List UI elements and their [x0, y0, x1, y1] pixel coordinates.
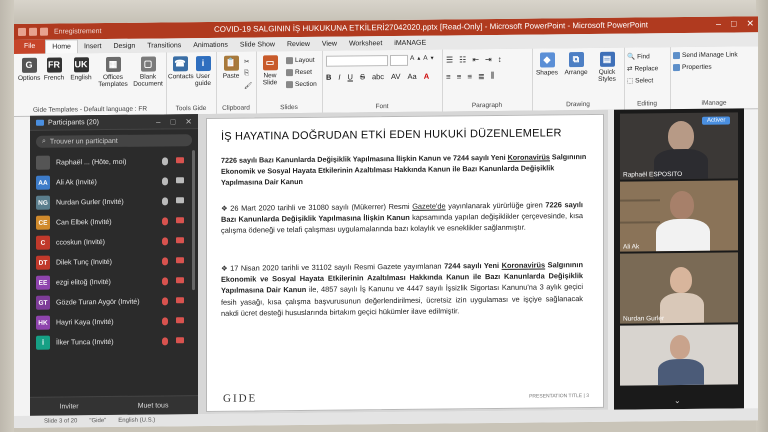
gide-group-label: Gide Templates - Default language : FR [32, 105, 148, 114]
reset-icon [286, 69, 293, 76]
slide-editing-area [198, 110, 614, 414]
tools-group-label: Tools Gide [175, 104, 207, 113]
replace-button[interactable]: ⇄ Replace [627, 64, 659, 73]
participant-row[interactable] [30, 191, 198, 213]
panel-restore-button[interactable]: □ [170, 116, 176, 126]
paragraph-group [442, 49, 533, 112]
french-button[interactable]: FR French [42, 57, 66, 81]
templates-icon: ▦ [106, 57, 121, 72]
clipboard-group-label: Clipboard [222, 104, 250, 112]
replace-icon: ⇄ [627, 65, 633, 73]
participant-row[interactable] [30, 211, 198, 233]
video-tile-4[interactable] [620, 324, 738, 385]
underline-button[interactable]: U [347, 72, 353, 82]
bullet-paragraph-2[interactable]: ❖ 17 Nisan 2020 tarihli ve 31102 sayılı Resmi Gazete yayımlanan 7244 sayılı Yeni Koronavirüs Salgınının Ekonomik ve Sosyal Hayata Etkilerinin Azaltılması Hakkında Kanun ile Bazı Kanunlarda Değişiklik Yapılmasına Dair Kanun ile, 4857 sayılı İş Kanunu ve 4447 sayılı İşsizlik Sigortası Kanunu'na 3 aylık geçici fesih yasağı, kısa çalışma başvurusunun değerlendirilmesi, ücretsiz izin uygulaması ve işçiye sağlanacak nakdi ücret desteği hususlarında birtakım geçici hükümler ilave edilmiştir. [221, 260, 584, 318]
mic-icon[interactable] [162, 157, 168, 165]
send-imanage-link-button[interactable]: Send iManage Link [673, 51, 738, 59]
layout-button[interactable]: Layout [286, 57, 315, 64]
avatar: İ [36, 336, 50, 350]
drawing-group [532, 48, 625, 111]
mic-muted-icon[interactable] [162, 257, 168, 265]
panel-close-button[interactable]: ✕ [185, 116, 192, 126]
video-off-icon[interactable] [176, 337, 184, 343]
window-title: COVID-19 SALGININ İŞ HUKUKUNA ETKİLERİ27042020.pptx [Read-Only] - Microsoft PowerPoint - Microsoft PowerPoint [214, 20, 648, 34]
font-color-icon[interactable]: A [423, 71, 430, 81]
slide-title[interactable]: İŞ HAYATINA DOĞRUDAN ETKİ EDEN HUKUKİ DÜZENLEMELER [221, 127, 562, 143]
english-button[interactable]: UK English [68, 57, 94, 81]
editing-group [624, 47, 671, 109]
decrease-indent-icon[interactable]: ⇤ [472, 55, 480, 65]
justify-icon[interactable]: ≣ [478, 71, 485, 81]
line-spacing-icon[interactable]: ↕ [497, 54, 502, 64]
theme-name: "Gide" [89, 418, 107, 425]
participant-row[interactable] [30, 151, 198, 173]
tab-home[interactable]: Home [45, 39, 78, 53]
info-icon: i [196, 56, 211, 71]
participant-name: Dilek Tunç (Invité) [56, 258, 113, 267]
mute-all-button[interactable]: Muet tous [137, 401, 169, 410]
maximize-button[interactable]: □ [731, 18, 737, 29]
chevron-down-icon[interactable]: ⌄ [674, 396, 681, 406]
imanage-group-label: iManage [701, 99, 727, 107]
participants-footer [30, 395, 198, 416]
tab-insert[interactable]: Insert [83, 42, 102, 50]
invite-button[interactable]: Inviter [59, 402, 79, 411]
align-right-icon[interactable]: ≡ [467, 71, 473, 81]
font-group [322, 50, 443, 113]
reset-button[interactable]: Reset [286, 69, 312, 76]
tab-animations[interactable]: Animations [193, 41, 228, 49]
offices-templates-button[interactable]: ▦ Offices Templates [96, 57, 130, 88]
video-name-label: Ali Ak [623, 243, 640, 251]
slide-canvas[interactable] [206, 114, 604, 412]
cut-icon[interactable]: ✂ [244, 58, 250, 66]
paragraph-group-label: Paragraph [471, 101, 503, 110]
screen [14, 16, 758, 428]
find-button[interactable]: 🔍 Find [627, 52, 650, 61]
bullet-diamond-icon: ❖ [221, 263, 229, 273]
activate-badge[interactable]: Activer [702, 116, 730, 124]
participants-title: Participants (20) [48, 118, 99, 127]
quick-styles-icon: ▤ [600, 52, 615, 67]
mic-muted-icon[interactable] [162, 217, 168, 225]
search-icon: ⌕ [42, 137, 46, 145]
participant-list [30, 151, 198, 353]
participant-row[interactable] [30, 171, 198, 193]
bullet-diamond-icon: ❖ [221, 203, 229, 213]
section-icon [286, 81, 293, 88]
participant-name: Hayri Kaya (Invité) [56, 318, 114, 327]
copy-icon[interactable]: ⎘ [244, 69, 250, 77]
participant-name: ccoskun (Invité) [56, 238, 106, 247]
tools-gide-group [166, 52, 217, 115]
participant-name: Raphaël ... (Hôte, moi) [56, 158, 127, 167]
bullets-icon[interactable]: ☰ [446, 55, 454, 65]
bookshelf [620, 221, 660, 223]
quick-access-toolbar[interactable] [18, 28, 48, 36]
mic-muted-icon[interactable] [162, 277, 168, 285]
avatar [36, 156, 50, 170]
drawing-group-label: Drawing [566, 100, 590, 109]
user-guide-button[interactable]: i User guide [192, 56, 214, 87]
mic-muted-icon[interactable] [162, 337, 168, 345]
options-button[interactable]: G Options [18, 58, 40, 82]
french-flag-icon: FR [47, 58, 62, 73]
video-off-icon[interactable] [176, 217, 184, 223]
video-tile-raphael[interactable] [620, 112, 738, 179]
video-tile-ali[interactable] [620, 180, 738, 251]
participant-name: ezgi elitoğ (Invité) [56, 278, 111, 287]
avatar: AA [36, 176, 50, 190]
participant-name: Can Elbek (Invité) [56, 218, 112, 227]
tab-file[interactable]: File [14, 40, 45, 54]
quick-styles-button[interactable]: ▤ Quick Styles [592, 52, 622, 83]
strikethrough-button[interactable]: S [359, 72, 365, 82]
video-off-icon[interactable] [176, 277, 184, 283]
avatar: NG [36, 196, 50, 210]
blank-document-button[interactable]: ▢ Blank Document [132, 56, 164, 87]
select-button[interactable]: ⬚ Select [627, 76, 654, 85]
properties-icon [673, 64, 680, 71]
contacts-button[interactable]: ☎ Contacts [168, 56, 192, 80]
tab-slide-show[interactable]: Slide Show [239, 40, 275, 49]
avatar: HK [36, 316, 50, 330]
panel-minimize-button[interactable]: – [156, 116, 161, 127]
search-placeholder: Trouver un participant [49, 137, 118, 146]
language-status[interactable]: English (U.S.) [118, 417, 156, 424]
video-name-label: Raphaël ESPOSITO [623, 171, 683, 179]
find-icon: 🔍 [627, 53, 636, 61]
gide-logo: GIDE [223, 392, 258, 405]
imanage-group [670, 46, 758, 109]
tab-design[interactable]: Design [113, 42, 136, 50]
tab-transitions[interactable]: Transitions [147, 41, 182, 50]
align-left-icon[interactable]: ≡ [446, 71, 451, 81]
clipboard-group [216, 51, 257, 113]
close-button[interactable]: ✕ [746, 18, 754, 29]
participant-body [658, 359, 704, 385]
slide-counter: Slide 3 of 20 [44, 418, 78, 425]
participant-row[interactable] [30, 271, 198, 293]
participant-name: Nurdan Gurler (Invité) [56, 198, 124, 207]
avatar: C [36, 236, 50, 250]
participants-header [30, 114, 198, 131]
video-icon[interactable] [176, 177, 184, 183]
mic-muted-icon[interactable] [162, 297, 168, 305]
format-painter-icon[interactable]: 🖌 [244, 82, 253, 90]
slides-group [256, 51, 323, 114]
video-strip [614, 108, 744, 409]
ribbon [14, 46, 758, 117]
avatar: DT [36, 256, 50, 270]
english-flag-icon: UK [74, 57, 89, 72]
participant-name: İlker Tunca (Invité) [56, 338, 114, 347]
font-group-label: Font [375, 103, 389, 111]
avatar: EE [36, 276, 50, 290]
link-icon [673, 52, 680, 59]
mic-muted-icon[interactable] [162, 317, 168, 325]
bookshelf [620, 199, 660, 201]
font-name-box[interactable] [326, 55, 388, 67]
recording-label: Enregistrement [54, 27, 102, 36]
shapes-button[interactable]: ◆ Shapes [534, 52, 560, 76]
participant-name: Gözde Turan Aygör (Invité) [56, 298, 140, 307]
bullet-paragraph-1[interactable]: ❖ 26 Mart 2020 tarihli ve 31080 sayılı (Mükerrer) Resmi Gazete'de yayınlanarak yürürlüğe giren 7226 sayılı Bazı Kanunlarda Değişiklik Yapılmasına İlişkin Kanun kapsamında yapılan değişiklikler çerçevesinde, kısa çalışma ödeneği ve telafi çalışması uygulamalarında bazı kolaylık ve esneklikler sağlanmıştır. [221, 200, 583, 236]
tab-imanage[interactable]: iMANAGE [394, 39, 427, 47]
video-tile-nurdan[interactable] [620, 252, 738, 323]
tab-worksheet[interactable]: Worksheet [348, 39, 383, 47]
mic-icon[interactable] [162, 197, 168, 205]
video-off-icon[interactable] [176, 257, 184, 263]
webex-icon [36, 120, 44, 126]
video-off-icon[interactable] [176, 317, 184, 323]
participants-panel [30, 114, 198, 416]
slides-group-label: Slides [280, 104, 298, 112]
participant-head [670, 267, 692, 293]
laptop-bezel-left [0, 0, 14, 432]
participant-search-input[interactable] [36, 134, 192, 148]
increase-indent-icon[interactable]: ⇥ [485, 54, 492, 65]
participant-name: Ali Ak (Invité) [56, 178, 97, 187]
participant-row[interactable] [30, 231, 198, 253]
slide-footer-note: PRESENTATION TITLE | 3 [529, 392, 589, 400]
layout-icon [286, 57, 293, 64]
arrange-button[interactable]: ⧉ Arrange [562, 52, 590, 76]
video-icon[interactable] [176, 197, 184, 203]
tab-review[interactable]: Review [286, 40, 310, 48]
participant-head [670, 191, 694, 219]
change-case-button[interactable]: Aa [407, 71, 417, 81]
video-off-icon[interactable] [176, 297, 184, 303]
tab-view[interactable]: View [321, 40, 337, 48]
video-name-label: Nurdan Gurler [623, 315, 665, 323]
section-button[interactable]: Section [286, 81, 317, 88]
select-icon: ⬚ [627, 77, 634, 85]
arrange-icon: ⧉ [569, 52, 584, 67]
contacts-icon: ☎ [173, 56, 188, 71]
char-spacing-button[interactable]: AV [391, 71, 401, 82]
mic-muted-icon[interactable] [162, 237, 168, 245]
participant-body [660, 293, 704, 323]
properties-button[interactable]: Properties [673, 64, 712, 71]
grow-font-icon[interactable]: A ▲ A ▼ [410, 54, 435, 62]
participant-body [656, 219, 710, 252]
video-off-icon[interactable] [176, 237, 184, 243]
bold-button[interactable]: B [326, 72, 332, 82]
participant-scrollbar[interactable] [192, 150, 195, 290]
participant-row[interactable] [30, 251, 198, 273]
shapes-icon: ◆ [540, 52, 555, 67]
participant-head [668, 121, 694, 151]
minimize-button[interactable]: – [716, 18, 722, 29]
video-off-icon[interactable] [176, 157, 184, 163]
font-size-box[interactable] [390, 55, 408, 66]
participant-head [670, 335, 690, 359]
avatar: CE [36, 216, 50, 230]
editing-group-label: Editing [637, 100, 657, 108]
align-center-icon[interactable]: ≡ [456, 71, 462, 81]
numbering-icon[interactable]: ☷ [459, 55, 467, 65]
clipboard-icon: 📋 [224, 56, 239, 71]
slide-intro[interactable]: 7226 sayılı Bazı Kanunlarda Değişiklik Yapılmasına İlişkin Kanun ve 7244 sayılı Yeni Koronavirüs Salgınının Ekonomik ve Sosyal Hayata Etkilerinin Azaltılması Hakkında Kanun ile Bazı Kanunlarda Değişiklik Yapılmasına Dair Kanun [221, 152, 587, 187]
gide-templates-group [14, 52, 167, 116]
new-slide-icon: ▭ [263, 55, 278, 70]
columns-icon[interactable]: ⫼ [490, 70, 495, 81]
paste-button[interactable]: 📋 Paste [220, 56, 242, 80]
participant-row[interactable] [30, 311, 198, 333]
italic-button[interactable]: I [338, 72, 341, 82]
new-slide-button[interactable]: ▭ New Slide [258, 55, 282, 86]
blank-doc-icon: ▢ [141, 57, 156, 72]
participant-row[interactable] [30, 331, 198, 353]
avatar: GT [36, 296, 50, 310]
mic-icon[interactable] [162, 177, 168, 185]
gide-g-icon: G [22, 58, 37, 73]
shadow-button[interactable]: abc [371, 72, 385, 82]
participant-row[interactable] [30, 291, 198, 313]
